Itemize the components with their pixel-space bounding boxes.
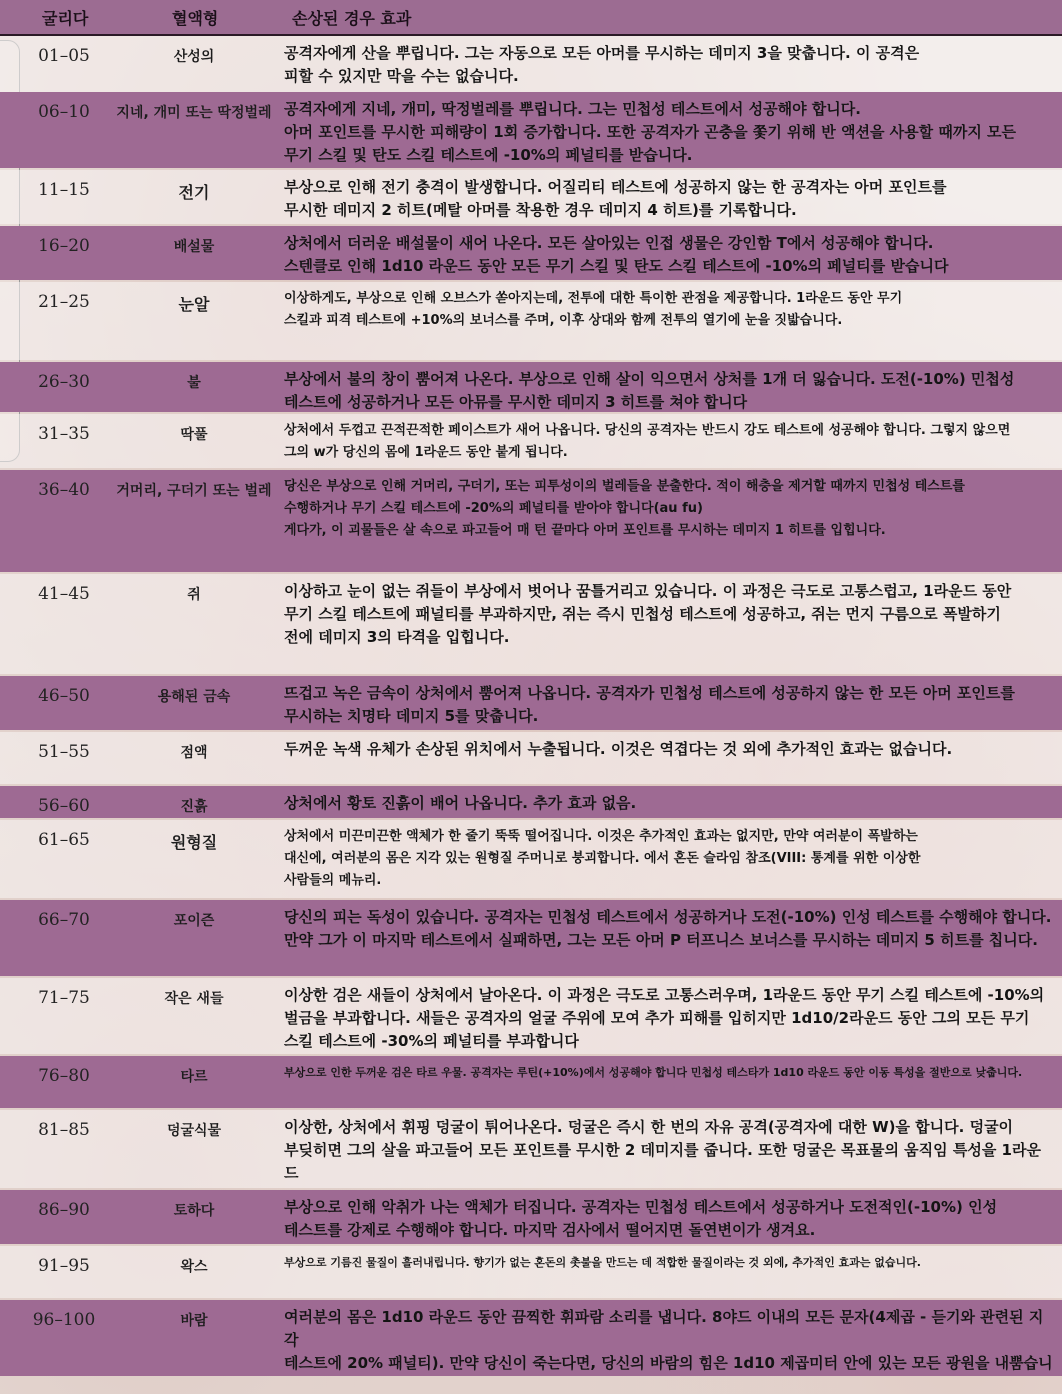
table-row (0, 1300, 1062, 1376)
table-row (0, 170, 1062, 224)
roll-range: 41–45 (38, 584, 90, 604)
roll-range: 76–80 (38, 1066, 90, 1086)
blood-type: 딱풀 (180, 427, 208, 443)
roll-range: 81–85 (38, 1120, 90, 1140)
roll-range: 31–35 (38, 424, 90, 444)
roll-range: 86–90 (38, 1200, 90, 1220)
effect-text: 부상으로 인해 악취가 나는 액체가 터집니다. 공격자는 민첩성 테스트에서 성공하거나 도전적인(-10%) 인성 테스트를 강제로 수행해야 합니다. 마지막 검사에서 떨어지면 돌연변이가 생겨요. (284, 1198, 998, 1239)
roll-range: 46–50 (38, 686, 90, 706)
blood-type: 작은 새들 (164, 991, 224, 1007)
effect-text: 공격자에게 산을 뿌립니다. 그는 자동으로 모든 아머를 무시하는 데미지 3을 맞춥니다. 이 공격은 피할 수 있지만 막을 수는 없습니다. (284, 44, 920, 85)
header-type: 혈액형 (172, 9, 219, 28)
blood-type: 타르 (180, 1069, 208, 1085)
roll-range: 06–10 (38, 102, 90, 122)
effect-text: 부상으로 인해 전기 충격이 발생합니다. 어질리티 테스트에 성공하지 않는 한 공격자는 아머 포인트를 무시한 데미지 2 히트(메탈 아머를 착용한 경우 데미지 4 히트)를 기록합니다. (284, 178, 947, 219)
roll-range: 71–75 (38, 988, 90, 1008)
effect-text: 부상으로 기름진 물질이 흘러내립니다. 향기가 없는 혼돈의 촛불을 만드는 데 적합한 물질이라는 것 외에, 추가적인 효과는 없습니다. (284, 1256, 921, 1269)
table-row (0, 676, 1062, 730)
effect-text: 이상한, 상처에서 휘핑 덩굴이 튀어나온다. 덩굴은 즉시 한 번의 자유 공격(공격자에 대한 W)을 합니다. 덩굴이 부딪히면 그의 살을 파고들어 모든 포인트를 무시한 2 데미지를 줍니다. 또한 덩굴은 목표물의 움직임 특성을 1라운드 (284, 1118, 1041, 1182)
roll-range: 91–95 (38, 1256, 90, 1276)
table-row (0, 282, 1062, 360)
table-row (0, 978, 1062, 1054)
roll-range: 26–30 (38, 372, 90, 392)
header-effect: 손상된 경우 효과 (292, 9, 412, 28)
table-row (0, 574, 1062, 674)
roll-range: 56–60 (38, 796, 90, 816)
blood-type: 바람 (180, 1313, 208, 1329)
effect-text: 뜨겁고 녹은 금속이 상처에서 뿜어져 나옵니다. 공격자가 민첩성 테스트에 성공하지 않는 한 모든 아머 포인트를 무시하는 치명타 데미지 5를 맞춥니다. (284, 684, 1015, 725)
blood-type: 불 (187, 375, 201, 391)
roll-range: 01–05 (38, 46, 90, 66)
effect-text: 여러분의 몸은 1d10 라운드 동안 끔찍한 휘파람 소리를 냅니다. 8야드 이내의 모든 문자(4제곱 - 듣기와 관련된 지각 테스트에 20% 패널티). 만약 당신이 죽는다면, 당신의 바람의 힘은 1d10 제곱미터 안에 있는 모든 광원을 내뿜습니 (284, 1308, 1053, 1372)
table-row (0, 786, 1062, 818)
blood-type: 지네, 개미 또는 딱정벌레 (116, 105, 272, 121)
blood-type: 토하다 (173, 1203, 215, 1219)
roll-range: 61–65 (38, 830, 90, 850)
effect-text: 상처에서 두껍고 끈적끈적한 페이스트가 새어 나옵니다. 당신의 공격자는 반드시 강도 테스트에 성공해야 합니다. 그렇지 않으면 그의 w가 당신의 몸에 1라운드 동안 붙게 됩니다. (284, 423, 1011, 460)
table-row (0, 92, 1062, 168)
effect-text: 상처에서 더러운 배설물이 새어 나온다. 모든 살아있는 인접 생물은 강인함 T에서 성공해야 합니다. 스텐클로 인해 1d10 라운드 동안 모든 무기 스킬 및 탄도 스킬 테스트에 -10%의 페널티를 받습니다 (284, 234, 949, 275)
table-row (0, 900, 1062, 976)
table-row (0, 470, 1062, 572)
table-row (0, 36, 1062, 92)
effect-text: 두꺼운 녹색 유체가 손상된 위치에서 누출됩니다. 이것은 역겹다는 것 외에 추가적인 효과는 없습니다. (284, 740, 953, 758)
blood-type: 왁스 (180, 1259, 208, 1275)
table-row (0, 1110, 1062, 1188)
table-row (0, 1246, 1062, 1298)
blood-type: 점액 (180, 745, 208, 761)
blood-type: 포이즌 (173, 913, 215, 929)
roll-range: 21–25 (38, 292, 90, 312)
blood-type: 산성의 (173, 49, 215, 65)
roll-range: 11–15 (38, 180, 90, 200)
effect-text: 부상에서 불의 창이 뿜어져 나온다. 부상으로 인해 살이 익으면서 상처를 1개 더 잃습니다. 도전(-10%) 민첩성 테스트에 성공하거나 모든 아뮤를 무시한 데미지 3 히트를 쳐야 합니다 (284, 370, 1015, 410)
blood-type: 배설물 (173, 239, 215, 255)
effect-text: 부상으로 인한 두꺼운 검은 타르 우물. 공격자는 루틴(+10%)에서 성공해야 합니다 민첩성 테스타가 1d10 라운드 동안 이동 특성을 절반으로 낮춥니다. (284, 1066, 1023, 1079)
roll-range: 36–40 (38, 480, 90, 500)
table-row (0, 362, 1062, 412)
blood-type: 거머리, 구더기 또는 벌레 (116, 483, 272, 499)
blood-type: 원형질 (170, 833, 218, 852)
table-row (0, 732, 1062, 784)
blood-type: 진흙 (180, 799, 208, 815)
blood-type: 덩굴식물 (166, 1123, 222, 1139)
effect-text: 이상하고 눈이 없는 쥐들이 부상에서 벗어나 꿈틀거리고 있습니다. 이 과정은 극도로 고통스럽고, 1라운드 동안 무기 스킬 테스트에 패널티를 부과하지만, 쥐는 즉시 민첩성 테스트에 성공하고, 쥐는 먼지 구름으로 폭발하기 전에 데미지 3의 타격을 입힙니다. (284, 582, 1012, 646)
blood-type: 용해된 금속 (157, 689, 231, 705)
effect-text: 이상하게도, 부상으로 인해 오브스가 쏟아지는데, 전투에 대한 특이한 관점을 제공합니다. 1라운드 동안 무기 스킬과 피격 테스트에 +10%의 보너스를 주며, 이후 상대와 함께 전투의 열기에 눈을 짓밟습니다. (284, 291, 903, 328)
effect-text: 상처에서 미끈미끈한 액체가 한 줄기 뚝뚝 떨어집니다. 이것은 추가적인 효과는 없지만, 만약 여러분이 폭발하는 대신에, 여러분의 몸은 지각 있는 원형질 주머니로 붕괴합니다. 에서 혼돈 슬라임 참조(VIII: 통계를 위한 이상한 사람들의 메뉴리. (284, 829, 921, 888)
table-row (0, 820, 1062, 898)
roll-range: 51–55 (38, 742, 90, 762)
roll-range: 16–20 (38, 236, 90, 256)
header-roll: 굴리다 (42, 9, 89, 28)
roll-range: 96–100 (32, 1310, 96, 1330)
effect-text: 상처에서 황토 진흙이 배어 나옵니다. 추가 효과 없음. (284, 794, 637, 812)
effect-text: 공격자에게 지네, 개미, 딱정벌레를 뿌립니다. 그는 민첩성 테스트에서 성공해야 합니다. 아머 포인트를 무시한 피해량이 1회 증가합니다. 또한 공격자가 곤충을 쫓기 위해 반 액션을 사용할 때까지 모든 무기 스킬 및 탄도 스킬 테스트에 -10%의 페널티를 받습니다. (284, 100, 1017, 164)
table-row (0, 226, 1062, 280)
blood-type: 전기 (178, 183, 210, 202)
effect-text: 당신은 부상으로 인해 거머리, 구더기, 또는 피투성이의 벌레들을 분출한다. 적이 해충을 제거할 때까지 민첩성 테스트를 수행하거나 무기 스킬 테스트에 -20%의 페널티를 받아야 합니다(au fu) 게다가, 이 괴물들은 살 속으로 파고들어 매 턴 끝마다 아머 포인트를 무시하는 데미지 1 히트를 입힙니다. (284, 479, 965, 538)
blood-type: 쥐 (187, 587, 201, 603)
effect-text: 당신의 피는 독성이 있습니다. 공격자는 민첩성 테스트에서 성공하거나 도전(-10%) 인성 테스트를 수행해야 합니다. 만약 그가 이 마지막 테스트에서 실패하면, 그는 모든 아머 P 터프니스 보너스를 무시하는 데미지 5 히트를 칩니다. (284, 908, 1052, 949)
table-header (0, 0, 1062, 36)
table-row (0, 1056, 1062, 1108)
table-row (0, 414, 1062, 468)
effect-text: 이상한 검은 새들이 상처에서 날아온다. 이 과정은 극도로 고통스러우며, 1라운드 동안 무기 스킬 테스트에 -10%의 벌금을 부과합니다. 새들은 공격자의 얼굴 주위에 모여 추가 피해를 입히지만 1d10/2라운드 동안 그의 모든 무기 스킬 테스트에 -30%의 페널티를 부과합니다 (284, 986, 1045, 1050)
roll-range: 66–70 (38, 910, 90, 930)
blood-type: 눈알 (178, 295, 210, 314)
table-row (0, 1190, 1062, 1244)
